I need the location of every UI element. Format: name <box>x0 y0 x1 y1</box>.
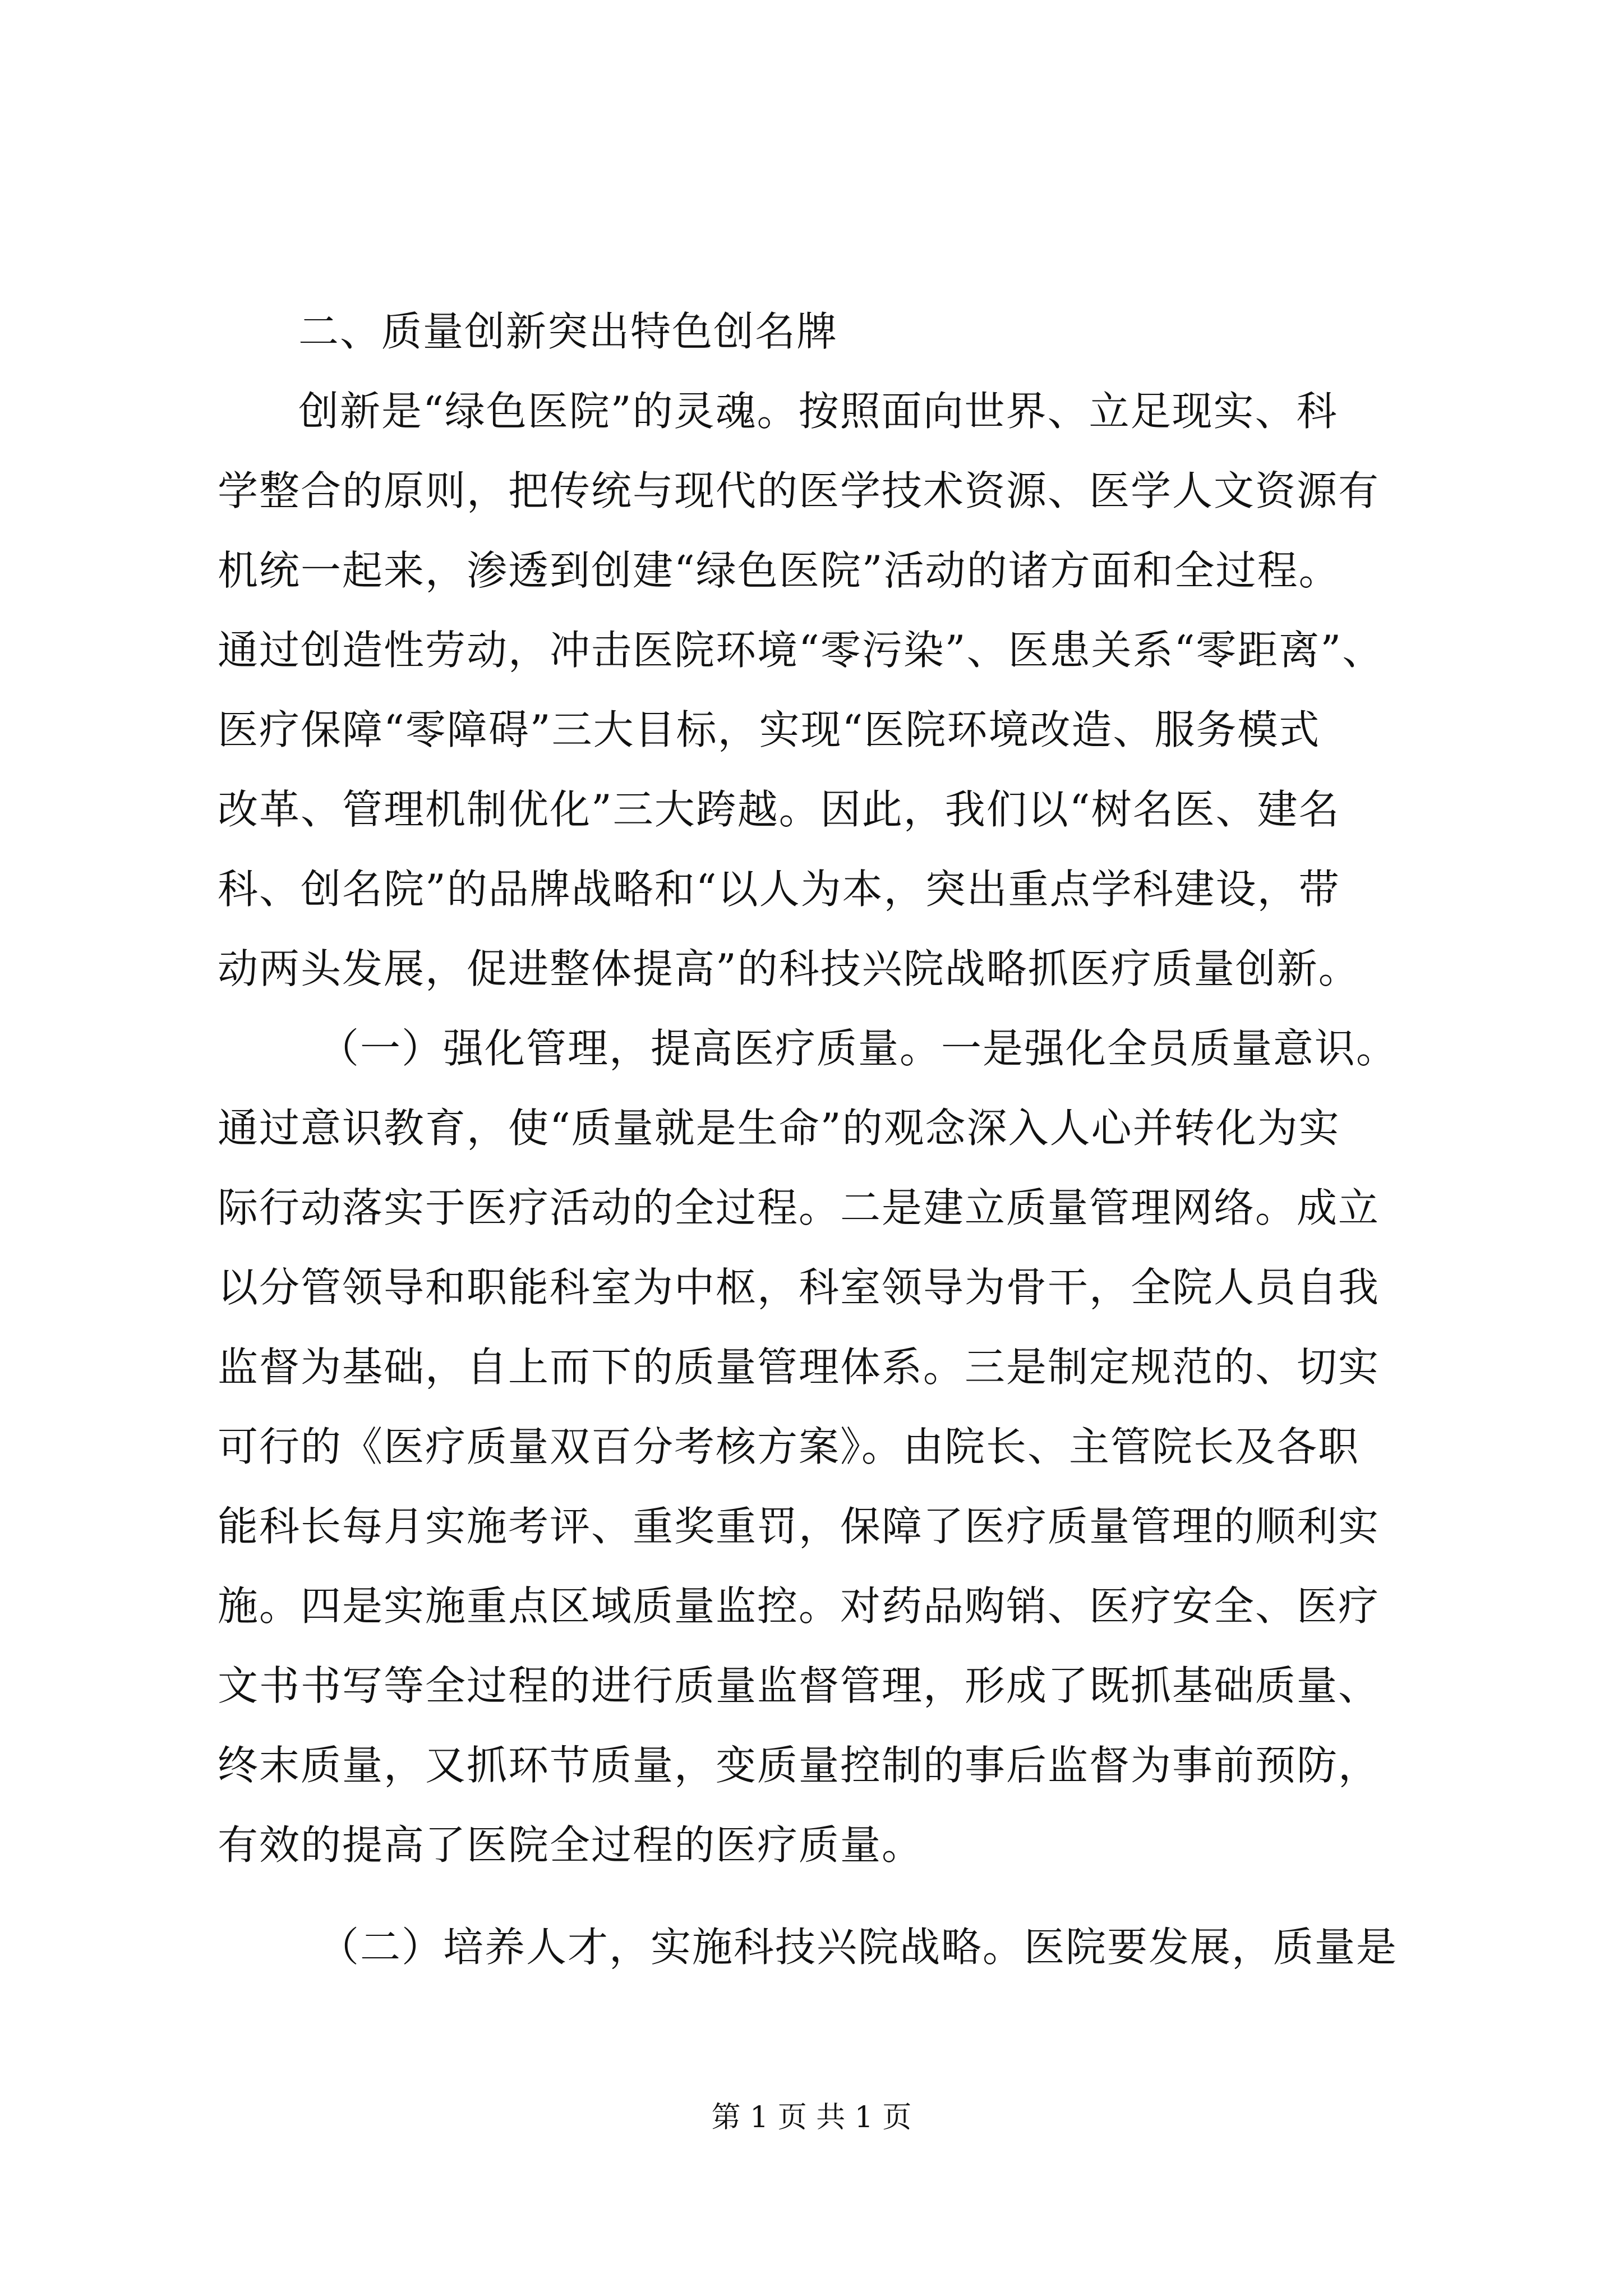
document-body <box>218 292 1474 1987</box>
paragraph-line: 通过创造性劳动，冲击医院环境“零污染”、医患关系“零距离”、 <box>218 627 1384 674</box>
page-footer: 第 1 页 共 1 页 <box>711 2101 912 2134</box>
paragraph-line: 科、创名院”的品牌战略和“以人为本，突出重点学科建设，带 <box>218 866 1340 913</box>
paragraph-line: （二）培养人才，实施科技兴院战略。医院要发展，质量是 <box>319 1924 1398 1971</box>
paragraph-line: 监督为基础，自上而下的质量管理体系。三是制定规范的、切实 <box>218 1343 1380 1391</box>
paragraph-line: 能科长每月实施考评、重奖重罚，保障了医疗质量管理的顺利实 <box>218 1503 1380 1550</box>
paragraph-line: 文书书写等全过程的进行质量监督管理，形成了既抓基础质量、 <box>218 1662 1380 1709</box>
paragraph-line: 终末质量，又抓环节质量，变质量控制的事后监督为事前预防， <box>218 1742 1380 1789</box>
paragraph-line: 可行的《医疗质量双百分考核方案》。由院长、主管院长及各职 <box>218 1423 1360 1470</box>
paragraph-line: 有效的提高了医院全过程的医疗质量。 <box>218 1821 924 1869</box>
paragraph-line: 机统一起来，渗透到创建“绿色医院”活动的诸方面和全过程。 <box>218 547 1340 594</box>
paragraph-line: 以分管领导和职能科室为中枢，科室领导为骨干，全院人员自我 <box>218 1264 1380 1311</box>
paragraph-line: 学整合的原则，把传统与现代的医学技术资源、医学人文资源有 <box>218 467 1380 514</box>
paragraph-line: 医疗保障“零障碍”三大目标，实现“医院环境改造、服务模式 <box>218 706 1321 753</box>
paragraph-line: 通过意识教育，使“质量就是生命”的观念深入人心并转化为实 <box>218 1105 1340 1152</box>
paragraph-spacer <box>218 1885 1474 1907</box>
paragraph-line: 动两头发展，促进整体提高”的科技兴院战略抓医疗质量创新。 <box>218 945 1360 992</box>
paragraph-line: （一）强化管理，提高医疗质量。一是强化全员质量意识。 <box>319 1025 1398 1072</box>
section-heading: 二、质量创新突出特色创名牌 <box>298 308 838 355</box>
paragraph-line: 施。四是实施重点区域质量监控。对药品购销、医疗安全、医疗 <box>218 1582 1380 1630</box>
paragraph-line: 创新是“绿色医院”的灵魂。按照面向世界、立足现实、科 <box>298 388 1338 435</box>
paragraph-line: 际行动落实于医疗活动的全过程。二是建立质量管理网络。成立 <box>218 1184 1380 1231</box>
paragraph-line: 改革、管理机制优化”三大跨越。因此，我们以“树名医、建名 <box>218 786 1340 833</box>
